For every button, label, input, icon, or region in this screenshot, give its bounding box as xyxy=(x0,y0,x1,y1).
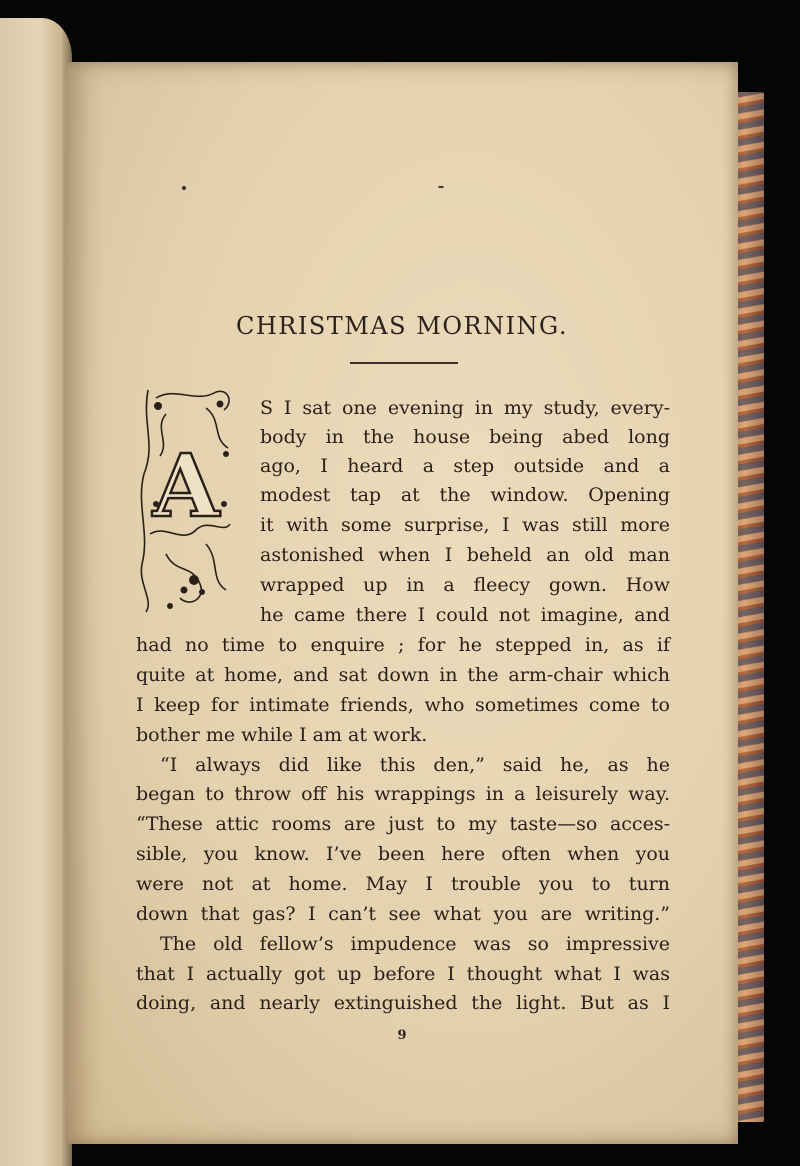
text-line: that I actually got up before I thought what I was xyxy=(136,963,670,985)
text-line: down that gas? I can’t see what you are writing.” xyxy=(136,903,670,925)
text-line: ago, I heard a step outside and a xyxy=(260,455,670,477)
text-line: he came there I could not imagine, and xyxy=(260,604,670,626)
ink-speck xyxy=(438,186,444,188)
text-line: “I always did like this den,” said he, as he xyxy=(160,754,670,776)
title-rule xyxy=(350,362,458,364)
text-line: “These attic rooms are just to my taste—so acces- xyxy=(136,813,670,835)
text-line: body in the house being abed long xyxy=(260,426,670,448)
page-number: 9 xyxy=(397,1028,407,1043)
book-page xyxy=(66,62,738,1144)
chapter-title: CHRISTMAS MORNING. xyxy=(235,312,568,340)
ornamental-drop-cap xyxy=(136,384,236,616)
text-line: modest tap at the window. Opening xyxy=(260,484,670,506)
text-line: began to throw off his wrappings in a leisurely way. xyxy=(136,783,670,805)
text-line: I keep for intimate friends, who sometimes come to xyxy=(136,694,670,716)
text-line: doing, and nearly extinguished the light. But as I xyxy=(136,992,670,1014)
text-line: sible, you know. I’ve been here often when you xyxy=(136,843,670,865)
text-line: S I sat one evening in my study, every- xyxy=(260,397,670,419)
text-line: astonished when I beheld an old man xyxy=(260,544,670,566)
ink-speck xyxy=(182,186,186,190)
text-line: had no time to enquire ; for he stepped in, as if xyxy=(136,634,670,656)
text-line: quite at home, and sat down in the arm-chair which xyxy=(136,664,670,686)
text-line: bother me while I am at work. xyxy=(136,724,428,746)
svg-text:A: A xyxy=(152,436,220,537)
text-line: The old fellow’s impudence was so impressive xyxy=(160,933,670,955)
text-line: it with some surprise, I was still more xyxy=(260,514,670,536)
text-line: wrapped up in a fleecy gown. How xyxy=(260,574,670,596)
left-page-edge xyxy=(0,18,72,1166)
text-line: were not at home. May I trouble you to turn xyxy=(136,873,670,895)
